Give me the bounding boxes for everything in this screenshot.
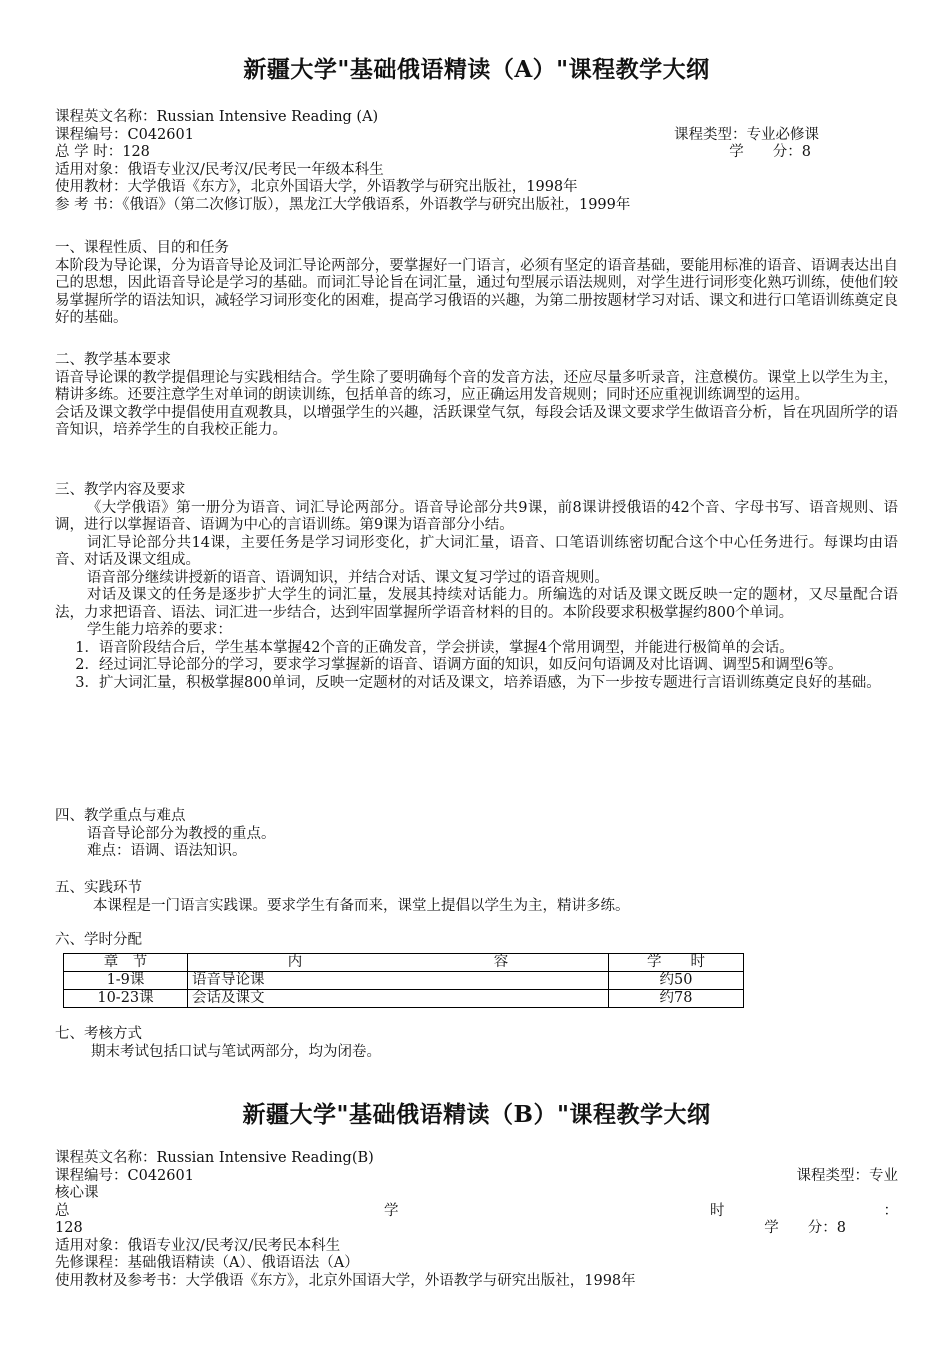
section-3-paragraph-1: 《大学俄语》第一册分为语音、词汇导论两部分。语音导论部分共9课，前8课讲授俄语的42个音、字母书写、语音规则、语调，进行以掌握语音、语调为中心的言语训练。第9课为语音部分小结。: [55, 499, 898, 533]
credits: 学 分：8: [729, 144, 811, 160]
credits: 学 分：8: [764, 1220, 846, 1236]
section-1-text: 本阶段为导论课，分为语音导论及词汇导论两部分，要掌握好一门语言，必须有坚定的语音基础，要能用标准的语音、语调表达出自己的思想，因此语音导论是学习的基础。而词汇导论旨在词汇量，通过句型展示语法规则，对学生进行词形变化熟巧训练，使他们较易掌握所学的语法知识，减轻学习词形变化的困难，提高学习俄语的兴趣，为第二册按题材学习对话、课文和进行口笔语训练奠定良好的基础。: [55, 257, 898, 326]
hours-allocation-table: [63, 953, 744, 1008]
header-content: [188, 954, 609, 972]
section-4-heading: 四、教学重点与难点: [55, 808, 186, 824]
section-1-heading: 一、课程性质、目的和任务: [55, 240, 229, 256]
cell-content: 语音导论课: [188, 972, 609, 990]
header-content-char-2: 容: [493, 954, 509, 970]
section-3-paragraph-2: 词汇导论部分共14课，主要任务是学习词形变化，扩大词汇量，语音、口笔语训练密切配合这个中心任务进行。每课均由语音、对话及课文组成。: [55, 534, 898, 568]
section-7-heading: 七、考核方式: [55, 1026, 142, 1042]
textbook-and-reference: 使用教材及参考书：大学俄语《东方》，北京外国语大学，外语教学与研究出版社，1998年: [55, 1272, 636, 1289]
table-row: [64, 990, 744, 1008]
syllabus-a-meta: [55, 109, 898, 214]
section-3-item-1: 1．语音阶段结合后，学生基本掌握42个音的正确发音，学会拼读，掌握4个常用调型，并能进行极简单的会话。: [75, 639, 794, 656]
course-type-continued: 核心课: [55, 1185, 99, 1201]
cell-hours: 约50: [609, 972, 744, 990]
textbook: 使用教材：大学俄语《东方》，北京外国语大学，外语教学与研究出版社，1998年: [55, 179, 578, 195]
section-3-item-3: 3．扩大词汇量，积极掌握800单词，反映一定题材的对话及课文，培养语感，为下一步按专题进行言语训练奠定良好的基础。: [75, 674, 881, 691]
section-2-heading: 二、教学基本要求: [55, 352, 171, 368]
section-5: [55, 880, 898, 915]
hours-label-char-2: 学: [384, 1202, 399, 1219]
section-4-line-1: 语音导论部分为教授的重点。: [87, 825, 276, 842]
syllabus-b-meta: [55, 1150, 898, 1290]
cell-chapter: 10-23课: [64, 990, 188, 1008]
section-3-paragraph-3: 语音部分继续讲授新的语音、语调知识，并结合对话、课文复习学过的语音规则。: [86, 569, 609, 586]
code-type-row: [55, 1168, 898, 1186]
section-6-heading: 六、学时分配: [55, 932, 142, 948]
section-3: [55, 482, 898, 692]
course-code: 课程编号：C042601: [55, 1167, 194, 1184]
section-2-paragraph-2: 会话及课文教学中提倡使用直观教具，以增强学生的兴趣，活跃课堂气氛，每段会话及课文要求学生做语音分析，旨在巩固所学的语音知识，培养学生的自我校正能力。: [55, 404, 898, 438]
section-4: [55, 808, 898, 861]
audience: 适用对象：俄语专业汉/民考汉/民考民本科生: [55, 1237, 341, 1254]
cell-content: 会话及课文: [188, 990, 609, 1008]
syllabus-a-title: 新疆大学"基础俄语精读（A）"课程教学大纲: [243, 56, 710, 83]
syllabus-b-title: 新疆大学"基础俄语精读（B）"课程教学大纲: [242, 1101, 711, 1128]
total-hours: 总 学 时：128: [55, 144, 150, 160]
section-1: [55, 240, 898, 328]
hours-credits-row: [55, 1220, 898, 1238]
header-content-char-1: 内: [287, 954, 303, 970]
english-name: 课程英文名称：Russian Intensive Reading (A): [55, 109, 379, 125]
section-2-paragraph-1: 语音导论课的教学提倡理论与实践相结合。学生除了要明确每个音的发音方法，还应尽量多听录音，注意模仿。课堂上以学生为主，精讲多练。还要注意学生对单词的朗读训练，包括单音的练习，应正确运用发音规则；同时还应重视训练调型的运用。: [55, 369, 898, 403]
section-5-text: 本课程是一门语言实践课。要求学生有备而来，课堂上提倡以学生为主，精讲多练。: [93, 897, 630, 914]
course-type: 课程类型：专业: [796, 1167, 898, 1184]
hours-credits-row: [55, 144, 898, 162]
cell-chapter: 1-9课: [64, 972, 188, 990]
section-7-text: 期末考试包括口试与笔试两部分，均为闭卷。: [91, 1043, 381, 1060]
section-3-paragraph-4: 对话及课文的任务是逐步扩大学生的词汇量，发展其持续对话能力。所编选的对话及课文既反映一定的题材，又尽量配合语法，力求把语音、语法、词汇进一步结合，达到牢固掌握所学语音材料的目的。本阶段要求积极掌握约800个单词。: [55, 587, 898, 621]
code-type-row: [55, 127, 898, 145]
section-5-heading: 五、实践环节: [55, 880, 142, 896]
section-7: [55, 1026, 898, 1061]
section-6: [55, 932, 898, 950]
section-3-item-2: 2．经过词汇导论部分的学习，要求学习掌握新的语音、语调方面的知识，如反问句语调及对比语调、调型5和调型6等。: [75, 657, 843, 673]
hours-label-char-3: 时: [710, 1202, 725, 1219]
cell-hours: 约78: [609, 990, 744, 1008]
section-2: [55, 352, 898, 440]
total-hours: 128: [55, 1220, 83, 1236]
header-hours: 学 时: [609, 954, 744, 972]
section-3-paragraph-5: 学生能力培养的要求：: [86, 622, 232, 638]
course-code: 课程编号：C042601: [55, 126, 194, 143]
english-name: 课程英文名称：Russian Intensive Reading(B): [55, 1150, 374, 1166]
table-row: [64, 972, 744, 990]
hours-label-char-1: 总: [55, 1202, 70, 1219]
reference-book: 参 考 书：《俄语》（第二次修订版），黑龙江大学俄语系，外语教学与研究出版社，1999年: [55, 196, 631, 213]
table-header-row: [64, 954, 744, 972]
audience: 适用对象：俄语专业汉/民考汉/民考民一年级本科生: [55, 161, 384, 178]
header-chapter: 章 节: [64, 954, 188, 972]
section-3-heading: 三、教学内容及要求: [55, 482, 186, 498]
section-4-line-2: 难点：语调、语法知识。: [87, 843, 247, 859]
hours-row: [55, 1203, 898, 1221]
prerequisites: 先修课程：基础俄语精读（A）、俄语语法（A）: [55, 1255, 359, 1271]
hours-label-char-4: ：: [883, 1202, 898, 1219]
course-type: 课程类型：专业必修课: [674, 126, 819, 143]
